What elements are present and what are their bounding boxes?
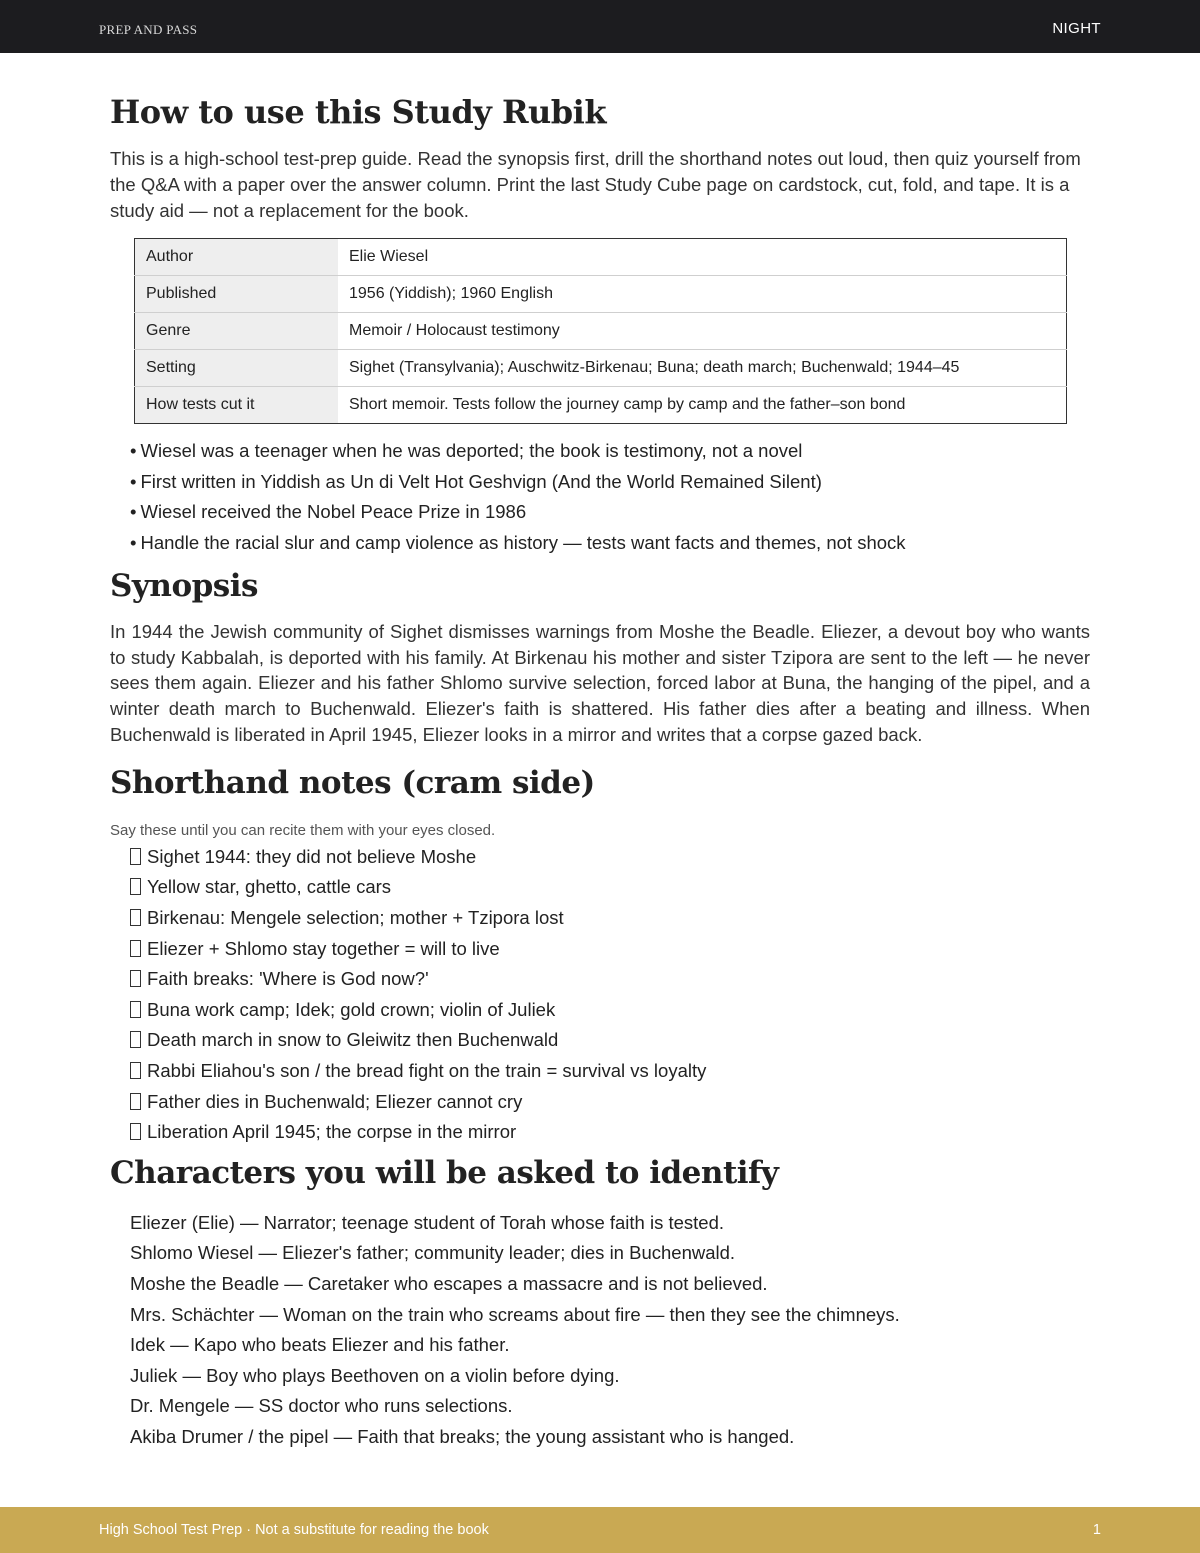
page-content	[110, 90, 1090, 1452]
list-item	[130, 1025, 1090, 1056]
checkbox-icon	[130, 1031, 141, 1048]
note-text: Sighet 1944: they did not believe Moshe	[147, 845, 477, 867]
page-number: 1	[1092, 1522, 1101, 1538]
fact-value: 1956 (Yiddish); 1960 English	[338, 276, 1067, 313]
synopsis-text: In 1944 the Jewish community of Sighet dismisses warnings from Moshe the Beadle. Eliezer, a devout boy who wants to study Kabbalah, is deported with his family. At Birkenau his mother and sister Tzipora are sent to the left — he never sees them again. Eliezer and his father Shlomo survive selection, forced labor at Buna, the hanging of the pipel, and a winter death march to Buchenwald. Eliezer's faith is shattered. His father dies after a beating and illness. When Buchenwald is liberated in April 1945, Eliezer looks in a mirror and writes that a corpse gazed back.	[110, 620, 1090, 745]
fact-key: Published	[135, 276, 339, 313]
list-item: • Wiesel was a teenager when he was deported; the book is testimony, not a novel	[130, 436, 1090, 467]
fact-key: Author	[135, 239, 339, 276]
footer-bar	[0, 1507, 1200, 1553]
list-item: Moshe the Beadle — Caretaker who escapes a massacre and is not believed.	[130, 1272, 768, 1294]
list-item	[130, 934, 1090, 965]
fact-value: Elie Wiesel	[338, 239, 1067, 276]
list-item: Dr. Mengele — SS doctor who runs selections.	[130, 1395, 513, 1417]
checkbox-icon	[130, 909, 141, 926]
note-text: Birkenau: Mengele selection; mother + Tzipora lost	[147, 906, 564, 928]
fact-value: Memoir / Holocaust testimony	[338, 313, 1067, 350]
list-item	[130, 872, 1090, 903]
table-row	[135, 387, 1067, 424]
checkbox-icon	[130, 970, 141, 987]
note-text: Yellow star, ghetto, cattle cars	[147, 876, 392, 898]
list-item	[130, 1087, 1090, 1118]
note-text: Rabbi Eliahou's son / the bread fight on the train = survival vs loyalty	[147, 1059, 707, 1081]
checkbox-icon	[130, 878, 141, 895]
list-item: Juliek — Boy who plays Beethoven on a violin before dying.	[130, 1364, 620, 1386]
top-bar	[0, 0, 1200, 53]
checkbox-icon	[130, 1062, 141, 1079]
note-text: Eliezer + Shlomo stay together = will to live	[147, 937, 500, 959]
note-text: Liberation April 1945; the corpse in the mirror	[147, 1121, 517, 1143]
list-item: Idek — Kapo who beats Eliezer and his father.	[130, 1334, 510, 1356]
fact-value: Sighet (Transylvania); Auschwitz-Birkenau; Buna; death march; Buchenwald; 1944–45	[338, 350, 1067, 387]
list-item	[130, 842, 1090, 873]
fact-key: Genre	[135, 313, 339, 350]
context-bullets	[130, 436, 1090, 559]
checkbox-icon	[130, 1001, 141, 1018]
list-item: • Wiesel received the Nobel Peace Prize in 1986	[130, 497, 1090, 528]
fact-value: Short memoir. Tests follow the journey camp by camp and the father–son bond	[349, 396, 906, 413]
list-item: Akiba Drumer / the pipel — Faith that breaks; the young assistant who is hanged.	[130, 1425, 795, 1447]
list-item: • Handle the racial slur and camp violence as history — tests want facts and themes, not shock	[130, 528, 1090, 559]
note-text: Death march in snow to Gleiwitz then Buchenwald	[147, 1029, 559, 1051]
table-row	[135, 350, 1067, 387]
note-text: Faith breaks: 'Where is God now?'	[147, 968, 429, 990]
brand-name: PREP AND PASS	[99, 22, 198, 37]
list-item: Mrs. Schächter — Woman on the train who screams about fire — then they see the chimneys.	[130, 1303, 900, 1325]
intro-heading: How to use this Study Rubik	[110, 93, 606, 131]
facts-table	[134, 238, 1067, 424]
note-text: Buna work camp; Idek; gold crown; violin of Juliek	[147, 998, 556, 1020]
characters-list	[130, 1208, 1090, 1453]
footer-note: High School Test Prep · Not a substitute for reading the book	[99, 1522, 489, 1538]
table-row	[135, 276, 1067, 313]
notes-heading: Shorthand notes (cram side)	[110, 764, 595, 801]
list-item: Shlomo Wiesel — Eliezer's father; community leader; dies in Buchenwald.	[130, 1242, 736, 1264]
checkbox-icon	[130, 1093, 141, 1110]
synopsis-heading: Synopsis	[110, 567, 258, 604]
intro-text: This is a high-school test-prep guide. Read the synopsis first, drill the shorthand notes out loud, then quiz yourself from the Q&A with a paper over the answer column. Print the last Study Cube page on cardstock, cut, fold, and tape. It is a study aid — not a replacement for the book.	[110, 148, 1081, 221]
list-item	[130, 903, 1090, 934]
notes-hint: Say these until you can recite them with your eyes closed.	[110, 821, 496, 839]
checkbox-icon	[130, 1123, 141, 1140]
checkbox-icon	[130, 940, 141, 957]
list-item	[130, 1056, 1090, 1087]
characters-heading: Characters you will be asked to identify	[110, 1154, 779, 1191]
list-item	[130, 964, 1090, 995]
list-item: • First written in Yiddish as Un di Velt Hot Geshvign (And the World Remained Silent)	[130, 467, 1090, 498]
table-row	[135, 313, 1067, 350]
table-row	[135, 239, 1067, 276]
list-item	[130, 995, 1090, 1026]
fact-key: How tests cut it	[135, 387, 339, 424]
list-item	[130, 1117, 1090, 1148]
checkbox-icon	[130, 848, 141, 865]
note-text: Father dies in Buchenwald; Eliezer cannot cry	[147, 1090, 523, 1112]
fact-key: Setting	[135, 350, 339, 387]
shorthand-notes	[130, 842, 1090, 1148]
book-title: NIGHT	[1052, 20, 1101, 37]
list-item: Eliezer (Elie) — Narrator; teenage student of Torah whose faith is tested.	[130, 1211, 725, 1233]
